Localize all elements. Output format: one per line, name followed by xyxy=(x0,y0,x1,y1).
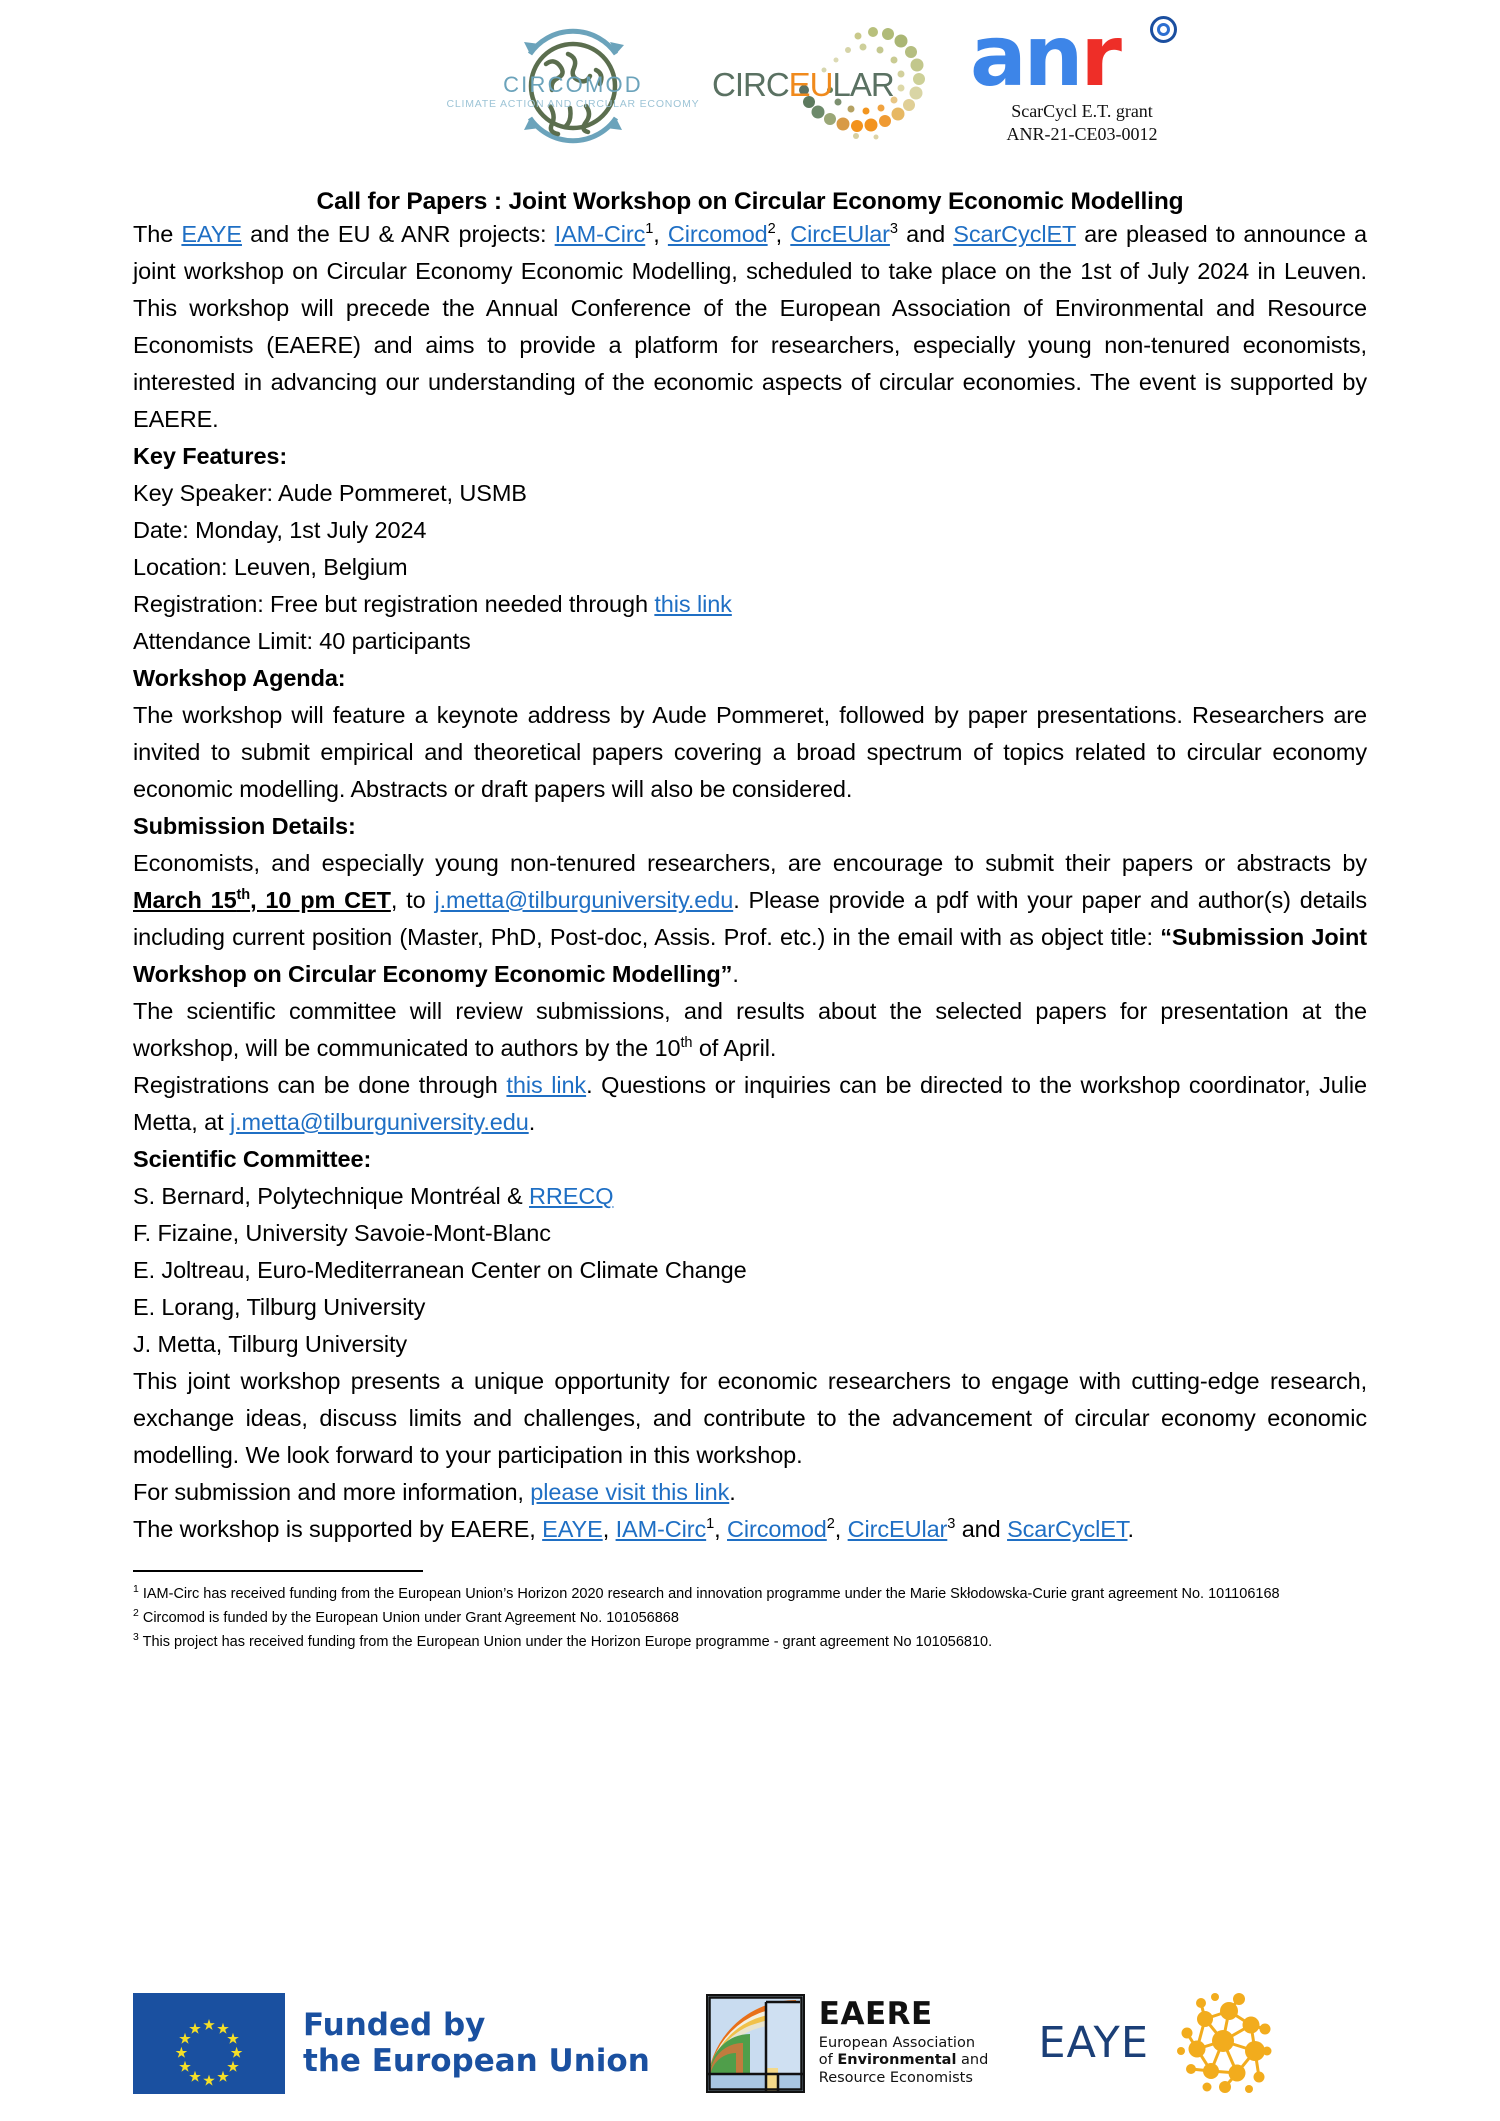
support-text-1: The workshop is supported by EAERE, xyxy=(133,1516,543,1542)
committee-member: J. Metta, Tilburg University xyxy=(133,1331,408,1357)
key-features-date: Date: Monday, 1st July 2024 xyxy=(133,517,427,543)
support-text-3: , xyxy=(714,1516,728,1542)
key-features-heading: Key Features: xyxy=(133,443,288,469)
footnote-ref-1: 1 xyxy=(645,221,654,238)
key-features-speaker: Key Speaker: Aude Pommeret, USMB xyxy=(133,480,527,506)
deadline-ordinal: th xyxy=(236,887,251,904)
footnote-marker: 1 xyxy=(133,1584,139,1596)
intro-text-5: and xyxy=(897,221,954,247)
registrations-paragraph xyxy=(133,1067,1367,1141)
eaere-subtitle xyxy=(819,2035,989,2088)
link-scarcyclet-footer[interactable]: ScarCyclET xyxy=(1007,1516,1128,1542)
circeular-word-eu: EU xyxy=(788,66,833,103)
link-email-submission[interactable]: j.metta@tilburguniversity.edu xyxy=(434,887,734,913)
submission-deadline xyxy=(133,887,391,913)
eaere-subtitle-line3: Resource Economists xyxy=(818,2069,973,2086)
anr-wordmark xyxy=(970,7,1119,105)
eaere-subtitle-line1: European Association xyxy=(818,2034,976,2051)
submission-text-4: . xyxy=(732,961,739,987)
support-text-6: . xyxy=(1127,1516,1134,1542)
committee-member xyxy=(133,1178,1367,1215)
submission-text-3: . Please provide a pdf with your paper and author(s) details including current position (Master, PhD, Post-doc, Assis. Prof. etc.) in the email with as object title: xyxy=(133,887,1367,950)
circomod-wordmark: CIRCOMOD xyxy=(503,72,643,97)
page-title: Call for Papers : Joint Workshop on Circular Economy Economic Modelling xyxy=(316,188,1184,215)
footnote-text: IAM-Circ has received funding from the European Union’s Horizon 2020 research and innovation programme under the Marie Skłodowska-Curie grant agreement No. 101106168 xyxy=(142,1586,1280,1602)
committee-member-name: S. Bernard, Polytechnique Montréal & xyxy=(133,1183,530,1209)
committee-heading: Scientific Committee: xyxy=(133,1146,372,1172)
footnote-text: This project has received funding from the European Union under the Horizon Europe programme - grant agreement No 101056810. xyxy=(142,1634,993,1650)
link-circeular-footer[interactable]: CircEUlar xyxy=(847,1516,948,1542)
link-email-coordinator[interactable]: j.metta@tilburguniversity.edu xyxy=(229,1109,529,1135)
link-please-visit[interactable]: please visit this link xyxy=(530,1479,730,1505)
footnote-ref-2: 2 xyxy=(767,221,776,238)
circeular-word-c: LAR xyxy=(832,66,894,103)
agenda-heading: Workshop Agenda: xyxy=(133,665,346,691)
eaye-network-svg xyxy=(1167,1989,1277,2097)
link-rrecq[interactable]: RRECQ xyxy=(529,1183,614,1209)
submission-object-title: “Submission Joint Workshop on Circular Economy Economic Modelling” xyxy=(133,924,1367,987)
footnote-item xyxy=(133,1606,1367,1630)
review-paragraph xyxy=(133,993,1367,1067)
anr-grant-caption xyxy=(962,100,1202,145)
anr-letters-an: an xyxy=(970,7,1081,105)
eaye-logo xyxy=(1038,1989,1277,2097)
eaere-subtitle-line2 xyxy=(819,2052,989,2070)
link-circeular[interactable]: CircEUlar xyxy=(790,221,890,247)
more-info-paragraph xyxy=(133,1474,1367,1511)
anr-logo xyxy=(962,7,1202,159)
support-text-4: , xyxy=(834,1516,848,1542)
eu-funding-text xyxy=(303,2007,650,2079)
registrations-text-3: . xyxy=(528,1109,536,1135)
footnote-item xyxy=(133,1630,1367,1654)
support-paragraph xyxy=(133,1511,1367,1548)
link-iam-circ-footer[interactable]: IAM-Circ xyxy=(615,1516,707,1542)
circeular-wordmark xyxy=(712,66,894,104)
eaere-sub2-b: Environmental xyxy=(837,2052,957,2069)
link-registrations-this-link[interactable]: this link xyxy=(506,1072,587,1098)
intro-text-3: , xyxy=(653,221,668,247)
eaye-network-icon xyxy=(1167,1989,1277,2097)
support-text-2: , xyxy=(602,1516,616,1542)
link-scarcyclet[interactable]: ScarCyclET xyxy=(953,221,1076,247)
key-features-location: Location: Leuven, Belgium xyxy=(133,554,408,580)
committee-member: F. Fizaine, University Savoie-Mont-Blanc xyxy=(133,1220,551,1246)
review-text-1: The scientific committee will review submissions, and results about the selected papers for presentation at the workshop, will be communicated to authors by the 10 xyxy=(133,998,1367,1061)
anr-registered-circle-icon xyxy=(1150,16,1177,43)
intro-text-1: The xyxy=(133,221,182,247)
footnote-ref-3b: 3 xyxy=(947,1516,956,1533)
closing-paragraph: This joint workshop presents a unique opportunity for economic researchers to engage with cutting-edge research, exchange ideas, discuss limits and challenges, and contribute to the advancement of circular economy economic modelling. We look forward to your participation in this workshop. xyxy=(133,1368,1367,1468)
link-eaye-footer[interactable]: EAYE xyxy=(542,1516,603,1542)
committee-member: E. Lorang, Tilburg University xyxy=(133,1294,426,1320)
eaere-text-block xyxy=(818,1995,989,2088)
eaere-logo xyxy=(706,1994,989,2093)
registrations-text-1: Registrations can be done through xyxy=(133,1072,507,1098)
key-features-attendance: Attendance Limit: 40 participants xyxy=(133,628,471,654)
registration-text: Registration: Free but registration needed through xyxy=(133,591,655,617)
link-iam-circ[interactable]: IAM-Circ xyxy=(554,221,646,247)
footnote-marker: 2 xyxy=(133,1608,139,1620)
eaere-rainbow-icon xyxy=(706,1994,805,2093)
footnote-ref-1b: 1 xyxy=(706,1516,715,1533)
more-info-text-2: . xyxy=(729,1479,736,1505)
link-circomod[interactable]: Circomod xyxy=(667,221,768,247)
anr-letter-r: r xyxy=(1080,7,1119,105)
link-eaye[interactable]: EAYE xyxy=(181,221,242,247)
footer-logo-strip xyxy=(133,1983,1367,2103)
footnote-separator xyxy=(133,1570,423,1572)
review-ordinal: th xyxy=(680,1035,693,1052)
circomod-logo xyxy=(446,14,700,154)
support-text-5: and xyxy=(955,1516,1008,1542)
anr-grant-line2: ANR-21-CE03-0012 xyxy=(1006,123,1158,144)
intro-text-2: and the EU & ANR projects: xyxy=(241,221,555,247)
submission-body xyxy=(133,845,1367,993)
committee-member: E. Joltreau, Euro-Mediterranean Center on Climate Change xyxy=(133,1257,747,1283)
eu-stars-icon xyxy=(133,1993,285,2094)
intro-text-6: are pleased to announce a joint workshop on Circular Economy Economic Modelling, scheduled to take place on the 1st of July 2024 in Leuven. This workshop will precede the Annual Conference of the European Association of Environmental and Resource Economists (EAERE) and aims to provide a platform for researchers, especially young non-tenured economists, interested in advancing our understanding of the economic aspects of circular economies. The event is supported by EAERE. xyxy=(133,221,1367,432)
footnote-item xyxy=(133,1582,1367,1606)
footnote-text: Circomod is funded by the European Union under Grant Agreement No. 101056868 xyxy=(142,1610,679,1626)
deadline-date: March 15 xyxy=(133,887,237,913)
anr-grant-line1: ScarCycl E.T. grant xyxy=(1011,101,1153,121)
review-text-2: of April. xyxy=(692,1035,777,1061)
circeular-word-a: CIRC xyxy=(712,66,789,103)
submission-text-1: Economists, and especially young non-tenured researchers, are encourage to submit their papers or abstracts by xyxy=(133,850,1367,876)
footnotes-section xyxy=(133,1582,1367,1654)
footnote-ref-2b: 2 xyxy=(826,1516,835,1533)
submission-text-2: , to xyxy=(390,887,435,913)
eaye-wordmark: EAYE xyxy=(1038,2018,1149,2068)
key-features-registration xyxy=(133,586,1367,623)
deadline-time: , 10 pm CET xyxy=(250,887,391,913)
intro-paragraph xyxy=(133,216,1367,438)
eaere-sub2-a: of xyxy=(818,2052,838,2069)
eu-flag-icon xyxy=(133,1993,285,2094)
eu-funding-line2: the European Union xyxy=(303,2043,650,2079)
submission-heading: Submission Details: xyxy=(133,813,356,839)
agenda-body: The workshop will feature a keynote address by Aude Pommeret, followed by paper presentations. Researchers are invited to submit empirical and theoretical papers covering a broad spectrum of topics related to circular economy economic modelling. Abstracts or draft papers will also be considered. xyxy=(133,702,1367,802)
circeular-logo xyxy=(708,14,938,154)
footnote-marker: 3 xyxy=(133,1632,139,1644)
eu-funding-line1: Funded by xyxy=(303,2007,486,2043)
eu-funding-logo xyxy=(133,1993,650,2094)
link-circomod-footer[interactable]: Circomod xyxy=(727,1516,827,1542)
eaere-wordmark: EAERE xyxy=(818,1995,933,2032)
header-logo-strip xyxy=(133,0,1367,172)
footnote-ref-3: 3 xyxy=(889,221,898,238)
eaere-rainbow-svg xyxy=(708,1996,803,2091)
registrations-text-2: . Questions or inquiries can be directed to the workshop coordinator, Julie Metta, at xyxy=(133,1072,1367,1135)
more-info-text-1: For submission and more information, xyxy=(133,1479,531,1505)
eaere-sub2-c: and xyxy=(956,2052,989,2069)
intro-text-4: , xyxy=(775,221,791,247)
link-registration[interactable]: this link xyxy=(654,591,732,617)
circomod-tagline: CLIMATE ACTION AND CIRCULAR ECONOMY xyxy=(446,98,700,110)
